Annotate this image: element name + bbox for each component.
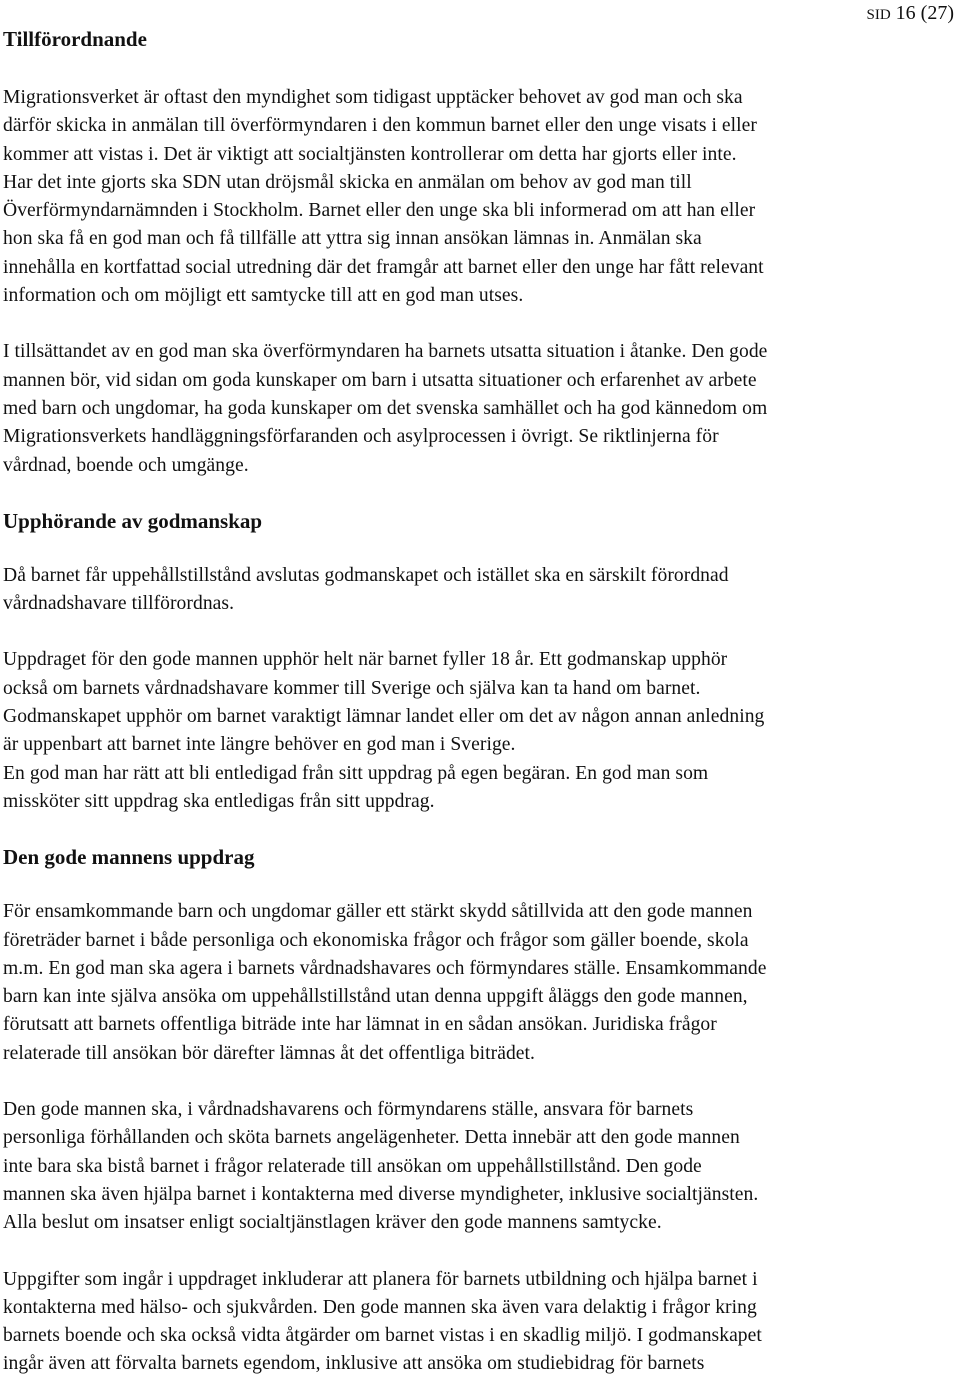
text-line: därför skicka in anmälan till överförmyndaren i den kommun barnet eller den unge visats i eller — [3, 115, 757, 137]
section-spacer — [3, 816, 957, 842]
text-line: information och om möjligt ett samtycke till att en god man utses. — [3, 285, 524, 307]
text-line: relaterade till ansökan bör därefter lämnas åt det offentliga biträdet. — [3, 1042, 535, 1064]
text-line: barn kan inte själva ansöka om uppehållstillstånd utan denna uppgift åläggs den gode mannen, — [3, 986, 748, 1008]
page-label: SID — [866, 7, 891, 23]
text-line: Migrationsverkets handläggningsförfaranden och asylprocessen i övrigt. Se riktlinjerna för — [3, 426, 719, 448]
paragraph — [3, 646, 957, 816]
text-line: förutsatt att barnets offentliga biträde inte har lämnat in en sådan ansökan. Juridiska frågor — [3, 1014, 717, 1036]
text-line: Alla beslut om insatser enligt socialtjänstlagen kräver den gode mannens samtycke. — [3, 1212, 662, 1234]
paragraph — [3, 562, 957, 619]
text-line: mannen bör, vid sidan om goda kunskaper om barn i utsatta situationer och erfarenhet av arbete — [3, 369, 757, 391]
text-line: innehålla en kortfattad social utredning där det framgår att barnet eller den unge har fått relevant — [3, 256, 764, 278]
section-heading-tillforordnande: Tillförordnande — [3, 27, 147, 51]
text-line: Den gode mannen ska, i vårdnadshavarens och förmyndarens ställe, ansvara för barnets — [3, 1099, 694, 1121]
text-line: kontakterna med hälso- och sjukvården. Den gode mannen ska även vara delaktig i frågor kring — [3, 1296, 757, 1318]
text-line: mannen ska även hjälpa barnet i kontakterna med diverse myndigheter, inklusive socialtjänsten. — [3, 1183, 759, 1205]
text-line: Uppdraget för den gode mannen upphör helt när barnet fyller 18 år. Ett godmanskap upphör — [3, 649, 728, 671]
section-spacer — [3, 872, 957, 898]
section-spacer — [3, 536, 957, 562]
text-line: med barn och ungdomar, ha goda kunskaper om det svenska samhället och ha god kännedom om — [3, 397, 768, 419]
section-heading-upphorande: Upphörande av godmanskap — [3, 508, 263, 533]
text-line: Då barnet får uppehållstillstånd avslutas godmanskapet och istället ska en särskilt förordnad — [3, 564, 729, 586]
document-body — [3, 24, 957, 1379]
page-count: 16 (27) — [895, 2, 954, 24]
paragraph — [3, 338, 957, 479]
text-line: också om barnets vårdnadshavare kommer till Sverige och själva kan ta hand om barnet. — [3, 677, 701, 699]
text-line: vårdnad, boende och umgänge. — [3, 454, 249, 476]
section-spacer — [3, 480, 957, 506]
paragraph-spacer — [3, 1238, 957, 1266]
paragraph — [3, 1096, 957, 1237]
text-line: kommer att vistas i. Det är viktigt att socialtjänsten kontrollerar om detta har gjorts eller inte. — [3, 143, 737, 165]
paragraph — [3, 1266, 957, 1379]
text-line: Migrationsverket är oftast den myndighet som tidigast upptäcker behovet av god man och ska — [3, 87, 743, 108]
text-line: vårdnadshavare tillförordnas. — [3, 593, 235, 615]
text-line: För ensamkommande barn och ungdomar gäller ett stärkt skydd såtillvida att den gode mannen — [3, 901, 753, 923]
text-line: inte bara ska bistå barnet i frågor relaterade till ansökan om uppehållstillstånd. Den gode — [3, 1155, 702, 1177]
text-line: Har det inte gjorts ska SDN utan dröjsmål skicka en anmälan om behov av god man till — [3, 171, 692, 193]
text-line: ingår även att förvalta barnets egendom, inklusive att ansöka om studiebidrag för barnets — [3, 1353, 705, 1375]
text-line: Uppgifter som ingår i uppdraget inkluderar att planera för barnets utbildning och hjälpa barnet i — [3, 1268, 758, 1290]
text-line: I tillsättandet av en god man ska överförmyndaren ha barnets utsatta situation i åtanke. Den gode — [3, 341, 768, 363]
text-line: hon ska få en god man och få tillfälle att yttra sig innan ansökan lämnas in. Anmälan ska — [3, 228, 702, 250]
text-line: Överförmyndarnämnden i Stockholm. Barnet eller den unge ska bli informerad om att han eller — [3, 200, 756, 222]
text-line: är uppenbart att barnet inte längre behöver en god man i Sverige. — [3, 734, 516, 756]
text-line: Godmanskapet upphör om barnet varaktigt lämnar landet eller om det av någon annan anledning — [3, 706, 765, 728]
paragraph — [3, 898, 957, 1068]
text-line: missköter sitt uppdrag ska entledigas från sitt uppdrag. — [3, 790, 435, 812]
text-line: företräder barnet i både personliga och ekonomiska frågor och frågor som gäller boende, skola — [3, 929, 749, 951]
paragraph-spacer — [3, 310, 957, 338]
section-heading-uppdrag: Den gode mannens uppdrag — [3, 845, 255, 870]
text-line: m.m. En god man ska agera i barnets vårdnadshavares och förmyndares ställe. Ensamkommande — [3, 957, 767, 979]
text-line: En god man har rätt att bli entledigad från sitt uppdrag på egen begäran. En god man som — [3, 762, 709, 784]
text-line: personliga förhållanden och sköta barnets angelägenheter. Detta innebär att den gode mannen — [3, 1127, 740, 1149]
paragraph — [3, 84, 957, 310]
paragraph-spacer — [3, 618, 957, 646]
paragraph-spacer — [3, 1068, 957, 1096]
text-line: barnets boende och ska också vidta åtgärder om barnet vistas i en skadlig miljö. I godmanskapet — [3, 1325, 762, 1347]
